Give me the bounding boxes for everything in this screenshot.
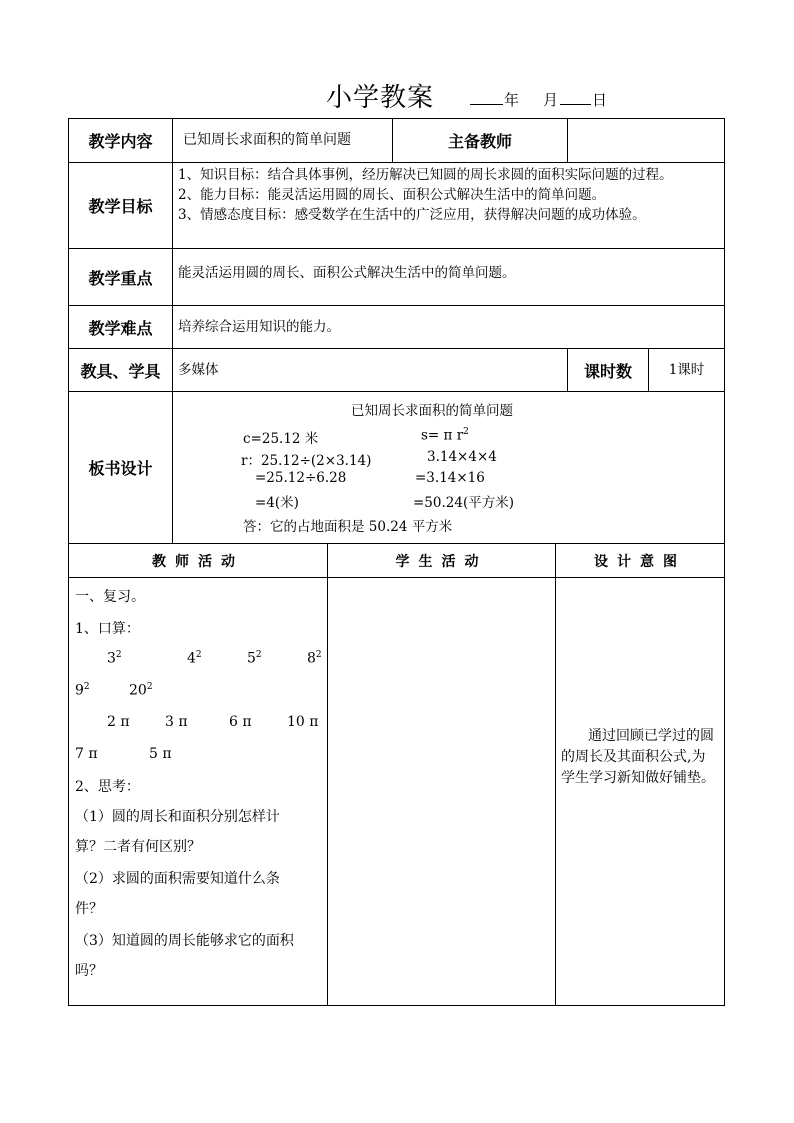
year-label: 年 [504,91,520,109]
board-formula-text: s= π r [421,427,464,443]
board-radius-result: =4(米) [255,494,299,511]
board-radius-step-1: r：25.12÷(2×3.14) [241,452,372,469]
square-9-exponent: 2 [83,682,90,692]
square-3 [107,650,122,667]
design-intent-text: 通过回顾已学过的圆的周长及其面积公式,为学生学习新知做好铺垫。 [561,728,715,786]
difficulty-label: 教学难点 [69,306,173,349]
content-label: 教学内容 [69,119,173,163]
square-5-base: 5 [247,650,256,667]
board-given: c=25.12 米 [243,430,319,447]
square-9-base: 9 [75,682,84,699]
board-formula [421,427,469,444]
tools-label: 教具、学具 [69,349,173,392]
review-heading: 一、复习。 [75,589,145,605]
key-value: 能灵活运用圆的周长、面积公式解决生活中的简单问题。 [173,249,725,306]
pi-10: 10 π [287,714,319,730]
pi-2: 2 π [107,714,130,730]
info-table [68,118,725,544]
board-formula-exponent: 2 [463,426,469,437]
goals-label: 教学目标 [69,163,173,249]
square-5 [247,650,262,667]
board-cell [173,392,725,544]
page-title: 小学教案 [326,83,435,113]
day-label: 日 [592,91,608,109]
question-2-line-2: 件？ [75,901,103,917]
square-8-base: 8 [307,650,316,667]
hours-value: 1课时 [649,349,725,392]
question-2-line-1: （2）求圆的面积需要知道什么条 [75,871,280,887]
question-3-line-1: （3）知道圆的周长能够求它的面积 [75,933,294,949]
teacher-label: 主备教师 [393,119,568,163]
teacher-activity [69,578,327,1004]
pi-5: 5 π [149,746,172,762]
month-blank [560,104,591,105]
pi-7: 7 π [75,746,98,762]
key-label: 教学重点 [69,249,173,306]
tools-value: 多媒体 [173,349,568,392]
header [0,80,794,116]
oral-calc-heading: 1、口算： [75,621,140,637]
difficulty-value: 培养综合运用知识的能力。 [173,306,725,349]
teacher-activity-header: 教师活动 [69,544,328,578]
board-area-step-1: 3.14×4×4 [427,448,497,465]
board-area-step-2: =3.14×16 [415,469,485,486]
square-5-exponent: 2 [255,650,262,660]
student-activity-cell [328,578,556,1006]
board-title: 已知周长求面积的简单问题 [351,402,513,419]
pi-3: 3 π [165,714,188,730]
question-1-line-1: （1）圆的周长和面积分别怎样计 [75,809,280,825]
goals-cell [173,163,725,249]
hours-label: 课时数 [568,349,649,392]
question-1-line-2: 算？二者有何区别？ [75,839,201,855]
teacher-activity-cell [69,578,328,1006]
activity-table [68,543,725,1006]
goal-ability: 2、能力目标：能灵活运用圆的周长、面积公式解决生活中的简单问题。 [178,187,606,203]
board-radius-step-2: =25.12÷6.28 [255,469,347,486]
square-4-base: 4 [187,650,196,667]
board-label: 板书设计 [69,392,173,544]
question-3-line-2: 吗？ [75,963,103,979]
pi-6: 6 π [229,714,252,730]
design-intent-header: 设计意图 [556,544,725,578]
square-20-base: 20 [129,682,147,699]
square-8-exponent: 2 [315,650,322,660]
square-20-exponent: 2 [146,682,153,692]
square-4-exponent: 2 [195,650,202,660]
design-intent-cell [556,578,725,1006]
content-value: 已知周长求面积的简单问题 [173,119,393,163]
goal-attitude: 3、情感态度目标：感受数学在生活中的广泛应用，获得解决问题的成功体验。 [178,207,646,223]
board-answer: 答：它的占地面积是 50.24 平方米 [243,518,453,535]
square-9 [75,682,90,699]
goal-knowledge: 1、知识目标：结合具体事例，经历解决已知圆的周长求圆的面积实际问题的过程。 [178,167,673,183]
month-label: 月 [543,91,559,109]
square-3-base: 3 [107,650,116,667]
board-design [173,393,725,543]
year-blank [470,104,503,105]
square-3-exponent: 2 [115,650,122,660]
square-20 [129,682,153,699]
teacher-value [568,119,725,163]
square-8 [307,650,322,667]
student-activity-header: 学生活动 [328,544,556,578]
think-heading: 2、思考： [75,779,140,795]
square-4 [187,650,202,667]
board-area-result: =50.24(平方米) [413,494,514,511]
